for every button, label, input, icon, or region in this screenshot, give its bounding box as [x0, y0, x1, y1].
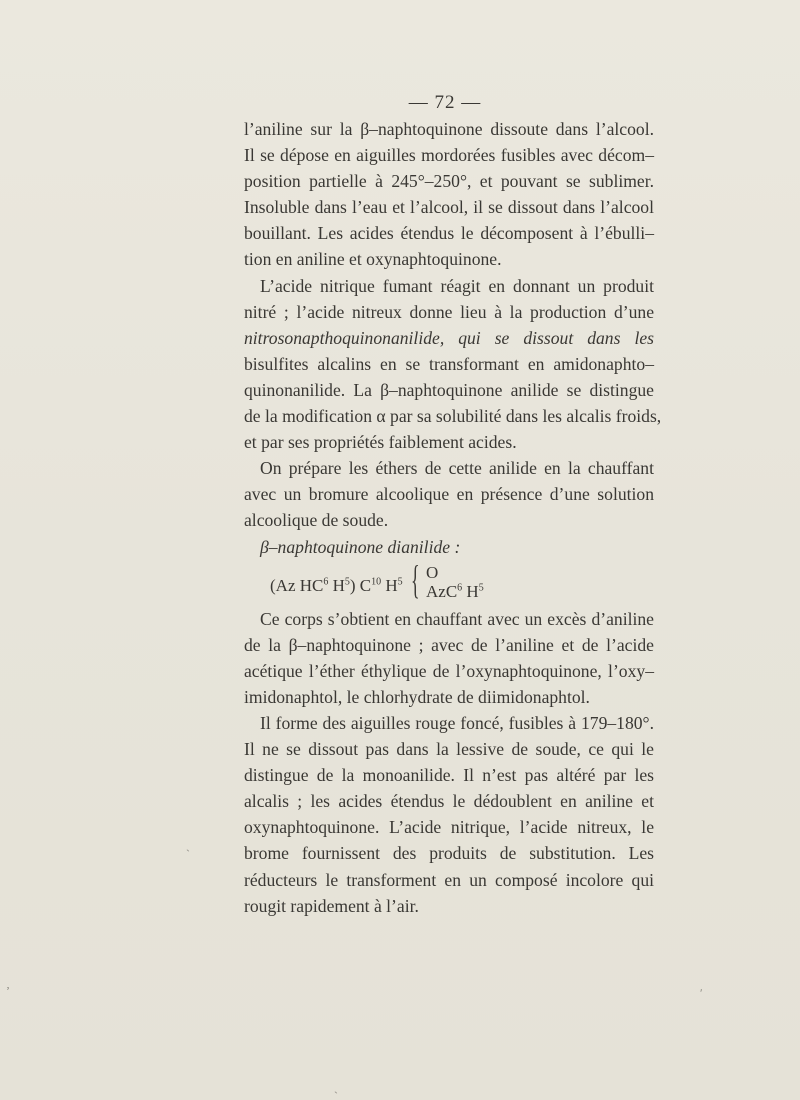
formula-left-part: (Az $HC^6$ $H^5$) $C^{10}$ $H^5$ — [270, 575, 403, 595]
paper-speck: ʹ — [700, 986, 703, 1000]
paragraph-2 — [244, 273, 662, 456]
text-line: brome fournissent des produits de substitution. Les — [244, 843, 654, 864]
text-line: quinonanilide. La β–naphtoquinone anilide se distingue — [244, 379, 654, 400]
text-line: acétique l’éther éthylique de l’oxynaphtoquinone, l’oxy– — [244, 660, 654, 681]
text-line: alcalis ; les acides étendus le dédoublent en aniline et — [244, 791, 654, 812]
text-line: bisulfites alcalins en se transformant en amidonaphto– — [244, 353, 654, 374]
text-line: et par ses propriétés faiblement acides. — [244, 432, 517, 453]
body-text — [244, 116, 662, 919]
paper-speck: ˎ — [334, 1080, 338, 1094]
text-line: Ce corps s’obtient en chauffant avec un excès d’aniline — [260, 608, 654, 629]
text-line — [244, 325, 654, 351]
text-line: de la modification α par sa solubilité dans les alcalis froids, — [244, 406, 662, 427]
text-line: rougit rapidement à l’air. — [244, 895, 419, 916]
formula-top-part: O — [426, 562, 439, 582]
text-line: Il forme des aiguilles rouge foncé, fusibles à 179–180°. — [260, 712, 654, 733]
chemical-formula — [244, 556, 654, 604]
paper-speck: ˎ — [186, 838, 190, 852]
brace-icon: { — [411, 556, 420, 602]
text-line: réducteurs le transforment en un composé incolore qui — [244, 869, 654, 890]
text-line: L’acide nitrique fumant réagit en donnant un produit — [260, 275, 654, 296]
text-line: bouillant. Les acides étendus le décomposent à l’ébulli– — [244, 223, 654, 244]
paragraph-5 — [244, 710, 654, 919]
text-line: Il ne se dissout pas dans la lessive de soude, ce qui le — [244, 739, 654, 760]
paragraph-3 — [244, 455, 654, 533]
text-line: On prépare les éthers de cette anilide en la chauffant — [260, 458, 654, 479]
text-line: oxynaphtoquinone. L’acide nitrique, l’acide nitreux, le — [244, 817, 654, 838]
section-heading — [244, 534, 654, 560]
text-line: tion en aniline et oxynaphtoquinone. — [244, 249, 502, 270]
text-line: de la β–naphtoquinone ; avec de l’aniline et de l’acide — [244, 634, 654, 655]
formula-bottom-part: AzC$^6$ $H^5$ — [426, 581, 484, 601]
text-line: Il se dépose en aiguilles mordorées fusibles avec décom– — [244, 145, 654, 166]
text-line: l’aniline sur la β–naphtoquinone dissoute dans l’alcool. — [244, 119, 654, 139]
text-line: nitré ; l’acide nitreux donne lieu à la production d’une — [244, 301, 654, 322]
text-line: avec un bromure alcoolique en présence d’une solution — [244, 484, 654, 505]
italic-term: nitrosonapthoquinonanilide, qui se dissout dans les — [244, 327, 654, 348]
paragraph-4 — [244, 606, 654, 710]
text-line: Insoluble dans l’eau et l’alcool, il se dissout dans l’alcool — [244, 197, 654, 218]
paper-speck: ʼ — [6, 984, 10, 998]
paragraph-1 — [244, 116, 654, 273]
text-line: imidonaphtol, le chlorhydrate de diimidonaphtol. — [244, 686, 590, 707]
text-line: alcoolique de soude. — [244, 510, 389, 531]
page-number: — 72 — — [408, 92, 482, 113]
text-line: distingue de la monoanilide. Il n’est pas altéré par les — [244, 765, 654, 786]
heading-text: β–naphtoquinone dianilide : — [260, 536, 461, 557]
text-line: position partielle à 245°–250°, et pouvant se sublimer. — [244, 171, 654, 192]
